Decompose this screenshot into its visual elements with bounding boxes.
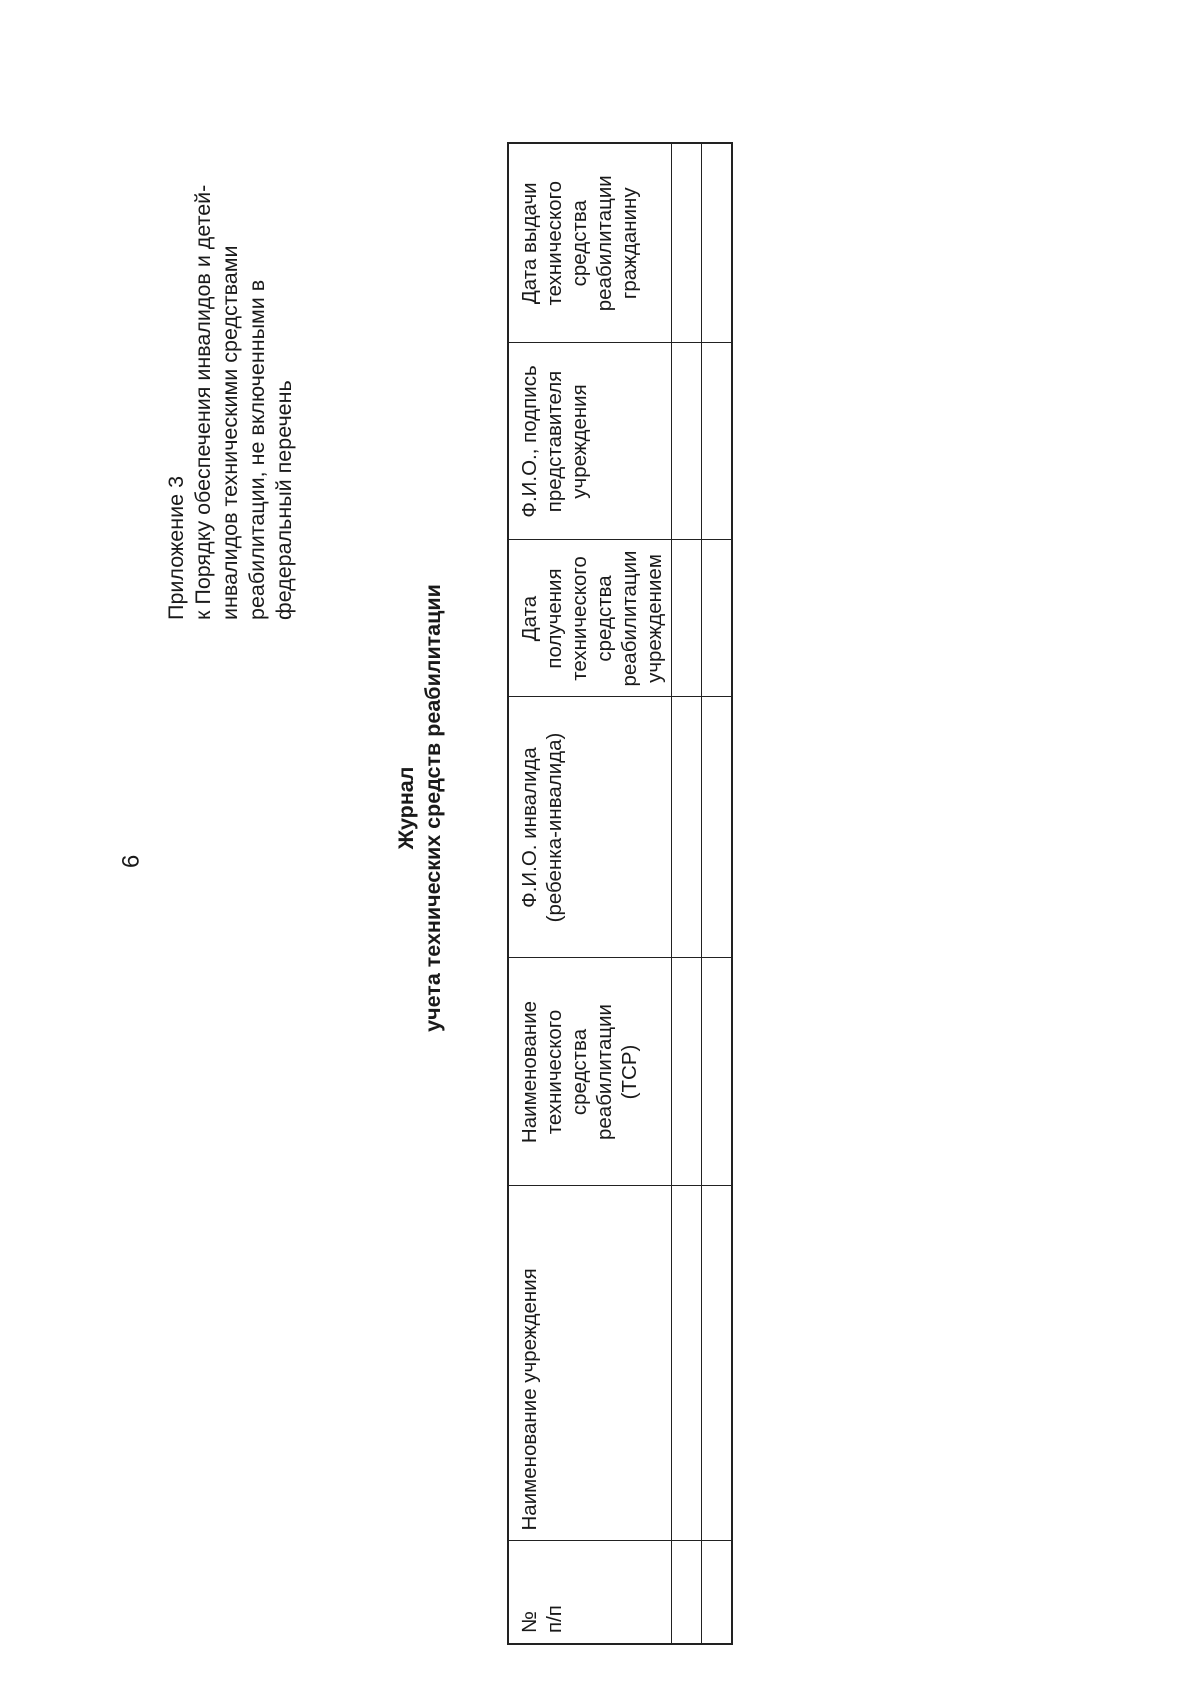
header-text-line: реабилитации [593,1004,616,1141]
header-text-line: учреждения [568,384,591,499]
header-text-line: получения [543,568,566,669]
table-cell [672,1541,702,1644]
journal-table [507,142,733,1645]
header-text-line: Наименование [518,1000,541,1144]
header-text-line: Ф.И.О. инвалида [518,747,541,908]
header-text-line: средства [568,1028,591,1116]
header-text-line: № [518,1611,541,1633]
header-cell-institution [508,1186,672,1541]
appendix-line: реабилитации, не включенными в [245,279,269,620]
table-cell [702,958,732,1186]
appendix-line: к Порядку обеспечения инвалидов и детей- [191,184,215,620]
header-cell-issue-date [508,143,672,343]
table-cell [672,540,702,697]
table-header-row [508,143,672,1644]
table-cell [702,143,732,343]
table-row [672,143,702,1644]
header-text-line: технического [543,180,566,306]
header-text-line: Наименование учреждения [518,1268,541,1531]
appendix-line: Приложение 3 [164,475,188,620]
page-number: 9 [116,854,143,868]
header-text-line: реабилитации [593,175,616,312]
header-cell-representative-signature [508,343,672,540]
header-text-line: технического [543,1009,566,1135]
header-text-line: средства [593,575,616,662]
table-row [702,143,732,1644]
header-text-line: представителя [543,370,566,513]
table-cell [672,1186,702,1541]
header-cell-receipt-date [508,540,672,697]
header-text-line: реабилитации [618,550,641,687]
header-text-line: учреждением [643,554,666,683]
appendix-line: федеральный перечень [272,380,296,620]
header-text-line: п/п [543,1605,566,1633]
journal-title-line2: учета технических средств реабилитации [421,584,445,1032]
table-cell [702,697,732,958]
table-cell [672,343,702,540]
header-text-line: (ребенка-инвалида) [543,732,566,923]
header-text-line: средства [568,200,591,287]
header-cell-device-name [508,958,672,1186]
header-text-line: технического [568,556,591,681]
journal-title-line1: Журнал [394,766,418,850]
header-text-line: Дата выдачи [518,182,541,305]
journal-title [393,478,447,1138]
header-text-line: Дата [518,595,541,642]
appendix-note [163,60,298,620]
header-text-line: гражданину [618,187,641,300]
table-cell [672,143,702,343]
table-cell [702,343,732,540]
table-cell [702,1186,732,1541]
table-cell [702,1541,732,1644]
header-text-line: Ф.И.О., подпись [518,365,541,518]
header-text-line: (ТСР) [618,1044,641,1100]
header-cell-disabled-person-name [508,697,672,958]
table-cell [672,958,702,1186]
table-cell [672,697,702,958]
header-cell-number [508,1541,672,1644]
appendix-line: инвалидов техническими средствами [218,245,242,620]
table-cell [702,540,732,697]
